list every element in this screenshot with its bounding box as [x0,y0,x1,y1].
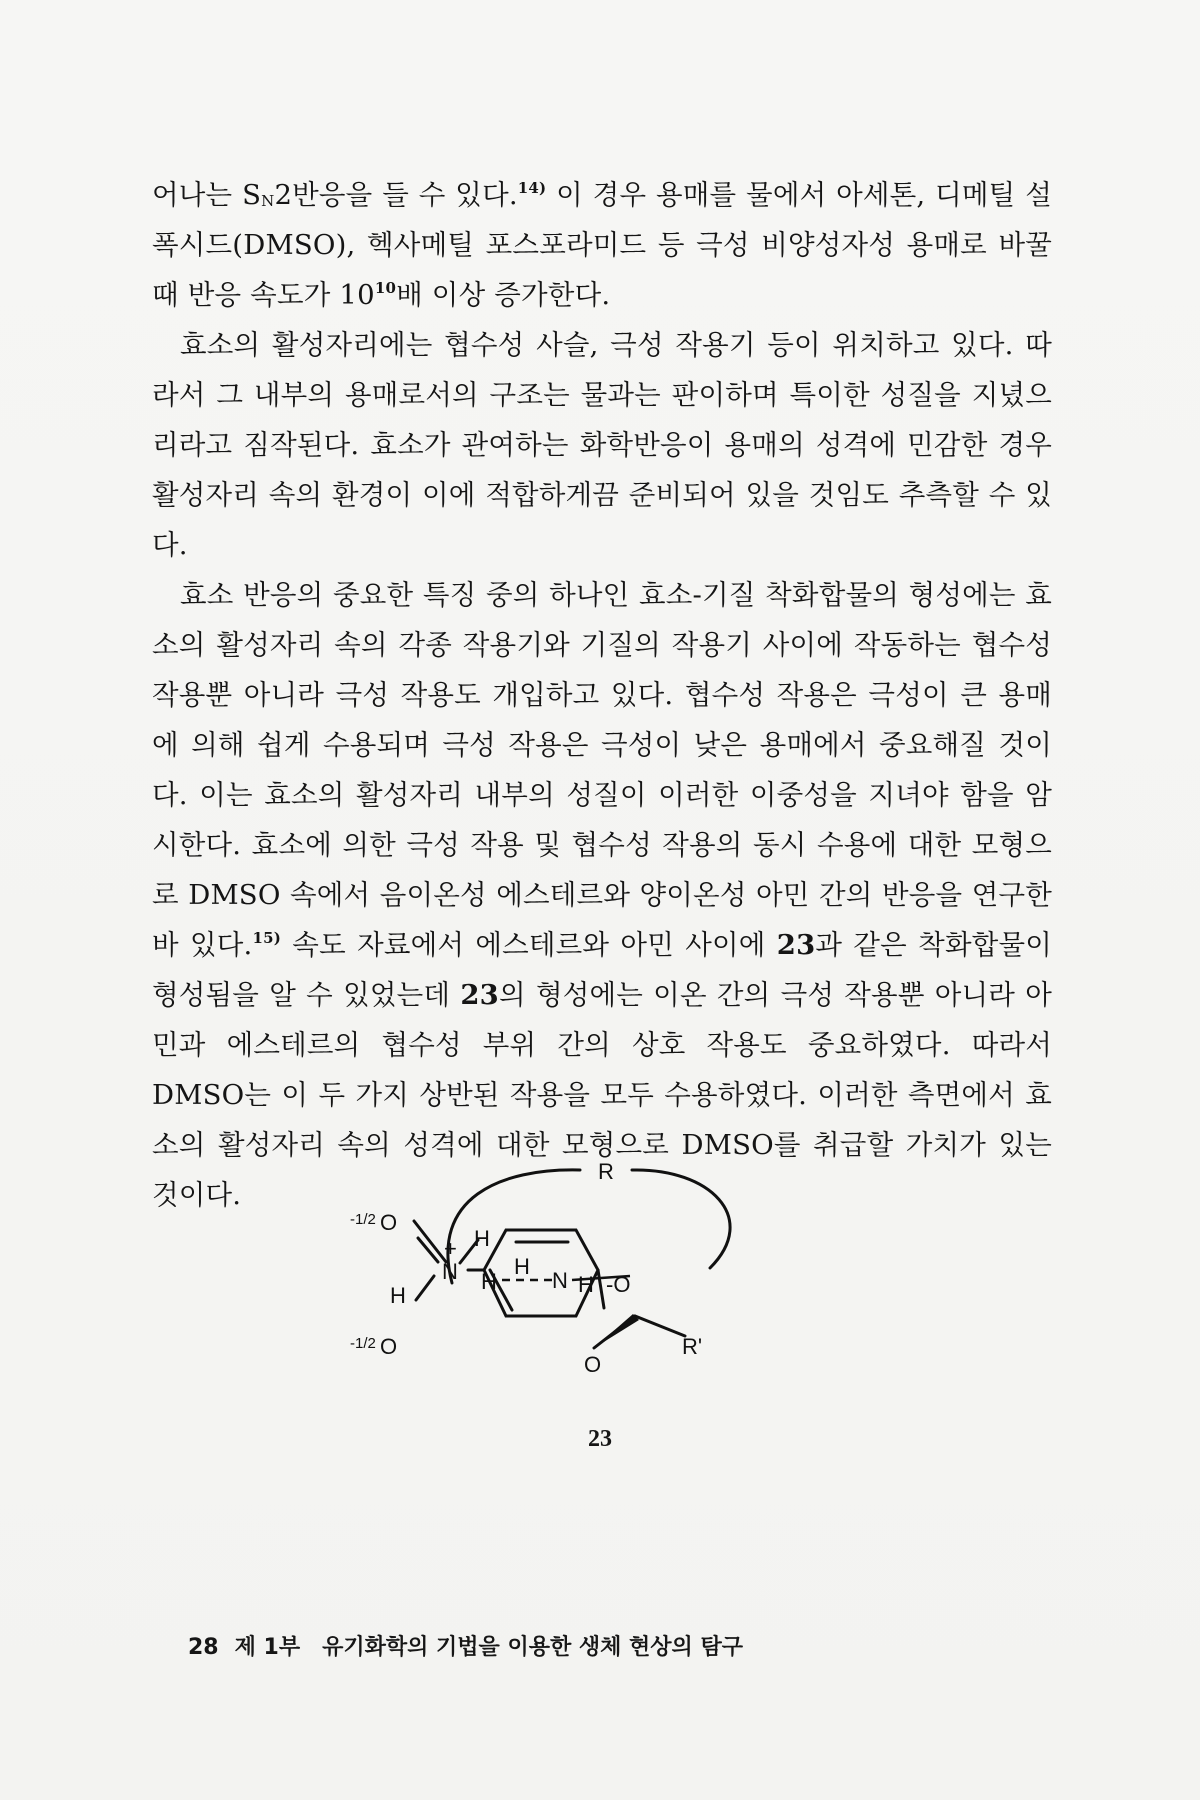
label-charge-top: -1/2 [350,1211,376,1228]
label-o-minus: -O [606,1272,631,1297]
paragraph-2-text: 효소의 활성자리에는 협수성 사슬, 극성 작용기 등이 위치하고 있다. 따라서 그 내부의 용매로서의 구조는 물과는 판이하며 특이한 성질을 지녔으리라고 짐작된다. 효소가 관여하는 화학반응이 용매의 성격에 민감한 경우 활성자리 속의 환경이 이에 적합하게끔 준비되어 있을 것임도 추측할 수 있다. [152,329,1052,561]
paragraph-3-text-c: 과 같은 착화합물이 형성됨을 알 수 있었는데 [152,929,1052,1011]
reference-14: 14) [517,179,547,197]
wedge-bond [594,1314,639,1348]
paragraph-2 [152,320,1052,570]
label-h-top: H [474,1226,490,1251]
paragraph-1-text-d: 배 이상 증가한다. [396,279,611,311]
bond-o-bottom [416,1276,434,1300]
compound-ref-23: 23 [776,929,816,961]
paragraph-3-text-a: 효소 반응의 중요한 특징 중의 하나인 효소-기질 착화합물의 형성에는 효소의 활성자리 속의 각종 작용기와 기질의 작용기 사이에 작동하는 협수성 작용뿐 아니라 극성 작용도 개입하고 있다. 협수성 작용은 극성이 큰 용매에 의해 쉽게 수용되며 극성 작용은 극성이 낮은 용매에서 중요해질 것이다. 이는 효소의 활성자리 내부의 성질이 이러한 이중성을 지녀야 함을 암시한다. 효소에 의한 극성 작용 및 협수성 작용의 동시 수용에 대한 모형으로 DMSO 속에서 음이온성 에스테르와 양이온성 아민 간의 반응을 연구한 바 있다. [152,579,1052,961]
label-plus: + [444,1236,457,1261]
label-h-ring-right: H [578,1272,594,1297]
exponent-10: 10 [374,279,397,297]
body-text [152,170,1052,1220]
label-n-plus: N [442,1259,458,1284]
compound-ref-23: 23 [460,979,500,1011]
label-h-middle: H [514,1254,530,1279]
paragraph-3-text-d: 의 형성에는 이온 간의 극성 작용뿐 아니라 아민과 에스테르의 협수성 부위 간의 상호 작용도 중요하였다. 따라서 DMSO는 이 두 가지 상반된 작용을 모두 수용하였다. 이러한 측면에서 효소의 활성자리 속의 성격에 대한 모형으로 DMSO를 취급할 가치가 있는 것이다. [152,979,1052,1211]
page-footer [188,1630,743,1661]
label-charge-bottom: -1/2 [350,1335,376,1352]
part-label: 제 1부 [234,1635,301,1660]
label-r-prime: R' [682,1334,703,1359]
label-n-ring: N [552,1268,568,1293]
label-o-bottom: O [380,1334,398,1359]
page-number: 28 [188,1635,219,1660]
paragraph-1-text-a: 어나는 S [152,179,262,211]
paragraph-3-text-b: 속도 자료에서 에스테르와 아민 사이에 [281,929,777,961]
paragraph-1 [152,170,1052,320]
label-o-ester: O [584,1352,602,1377]
paragraph-3 [152,570,1052,1220]
running-title: 유기화학의 기법을 이용한 생체 현상의 탐구 [322,1635,743,1660]
ester-o-bond [598,1270,604,1308]
paragraph-1-text-b: 2반응을 들 수 있다. [274,179,518,211]
bond-o-top [414,1221,446,1262]
reference-15: 15) [252,929,282,947]
subscript-n: N [261,192,275,210]
label-o-top: O [380,1210,398,1235]
r-loop-right [632,1170,730,1268]
paragraph-1-text-c: 이 경우 용매를 물에서 아세톤, 디메틸 설폭시드(DMSO), 헥사메틸 포스포라미드 등 극성 비양성자성 용매로 바꿀 때 반응 속도가 10 [152,179,1052,311]
label-h-ring-left: H [481,1269,497,1294]
label-r: R [598,1159,614,1184]
ester-carbonyl-bonds [594,1316,685,1348]
compound-number: 23 [588,1426,612,1452]
label-h-left: H [390,1283,406,1308]
